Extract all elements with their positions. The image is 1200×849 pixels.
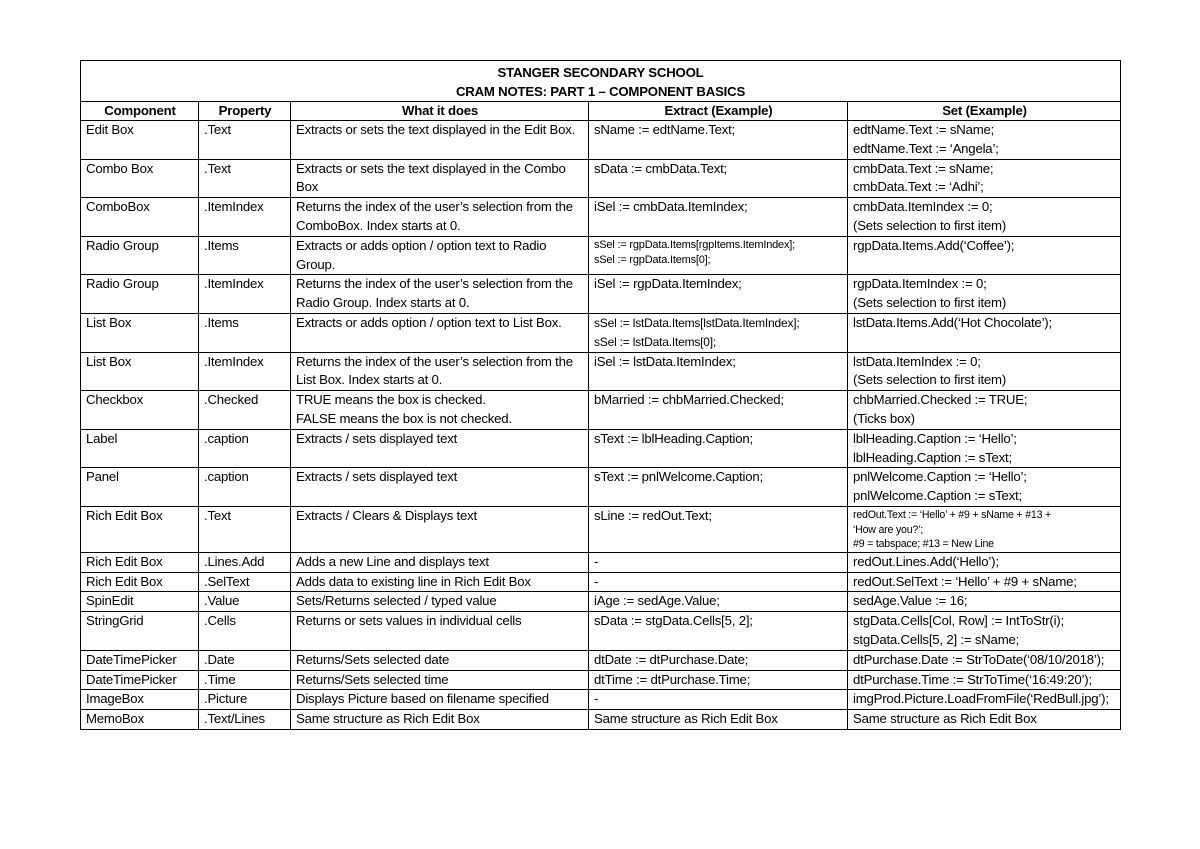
table-row xyxy=(81,429,1121,468)
set-code-line: redOut.Lines.Add(‘Hello’); xyxy=(853,553,999,569)
set-example-cell xyxy=(848,352,1121,391)
component-cell: List Box xyxy=(81,352,199,391)
extract-code-line: - xyxy=(594,573,599,589)
property-cell: .caption xyxy=(199,429,291,468)
what-it-does-cell: Extracts / sets displayed text xyxy=(291,429,589,468)
extract-code-line: sData := stgData.Cells[5, 2]; xyxy=(594,613,753,629)
set-code-line: imgProd.Picture.LoadFromFile(‘RedBull.jpg’); xyxy=(853,691,1109,707)
set-example-cell xyxy=(848,121,1121,160)
property-cell: .ItemIndex xyxy=(199,275,291,314)
header-what-it-does: What it does xyxy=(291,102,589,121)
extract-code-line: iSel := cmbData.ItemIndex; xyxy=(594,199,748,215)
set-code-line: stgData.Cells[5, 2] := sName; xyxy=(853,631,1020,647)
property-cell: .Text xyxy=(199,121,291,160)
what-it-does-cell: Adds data to existing line in Rich Edit Box xyxy=(291,572,589,592)
set-code-line: lblHeading.Caption := ‘Hello’; xyxy=(853,430,1017,446)
table-row xyxy=(81,275,1121,314)
component-cell: DateTimePicker xyxy=(81,670,199,690)
what-it-does-cell: Displays Picture based on filename specified xyxy=(291,690,589,710)
property-cell: .Cells xyxy=(199,612,291,651)
table-row xyxy=(81,670,1121,690)
property-cell: .Text xyxy=(199,506,291,552)
set-example-cell xyxy=(848,650,1121,670)
property-cell: .Value xyxy=(199,592,291,612)
header-extract: Extract (Example) xyxy=(589,102,848,121)
component-cell: List Box xyxy=(81,313,199,352)
component-cell: Edit Box xyxy=(81,121,199,160)
set-example-cell xyxy=(848,429,1121,468)
what-it-does-cell: Extracts or sets the text displayed in the Combo Box xyxy=(291,159,589,198)
school-name: STANGER SECONDARY SCHOOL xyxy=(497,65,704,80)
property-cell: .ItemIndex xyxy=(199,352,291,391)
extract-example-cell xyxy=(589,429,848,468)
extract-code-line: dtDate := dtPurchase.Date; xyxy=(594,651,749,667)
what-it-does-cell: Extracts or adds option / option text to Radio Group. xyxy=(291,236,589,275)
header-set: Set (Example) xyxy=(848,102,1121,121)
extract-example-cell xyxy=(589,612,848,651)
component-cell: SpinEdit xyxy=(81,592,199,612)
extract-code-line: sSel := lstData.Items[lstData.ItemIndex]; xyxy=(594,315,800,330)
extract-example-cell xyxy=(589,236,848,275)
set-code-line: (Ticks box) xyxy=(853,410,915,426)
set-code-line: lstData.ItemIndex := 0; xyxy=(853,353,981,369)
extract-example-cell xyxy=(589,313,848,352)
title-row xyxy=(81,61,1121,102)
what-it-does-cell: Returns the index of the user’s selection from the List Box. Index starts at 0. xyxy=(291,352,589,391)
extract-example-cell xyxy=(589,159,848,198)
extract-code-line: sSel := rgpData.Items[rgpItems.ItemIndex]; xyxy=(594,238,795,251)
extract-code-line: - xyxy=(594,553,599,569)
what-it-does-cell: Returns the index of the user’s selection from the ComboBox. Index starts at 0. xyxy=(291,198,589,237)
extract-code-line: sSel := lstData.Items[0]; xyxy=(594,334,717,349)
set-code-line: cmbData.Text := ‘Adhi’; xyxy=(853,179,984,195)
property-cell: .ItemIndex xyxy=(199,198,291,237)
set-code-line: chbMarried.Checked := TRUE; xyxy=(853,392,1028,408)
extract-example-cell xyxy=(589,506,848,552)
set-example-cell xyxy=(848,313,1121,352)
set-code-line: (Sets selection to first item) xyxy=(853,295,1007,311)
set-code-line: Same structure as Rich Edit Box xyxy=(853,711,1037,727)
table-row xyxy=(81,650,1121,670)
set-example-cell xyxy=(848,552,1121,572)
component-cell: Radio Group xyxy=(81,275,199,314)
extract-example-cell xyxy=(589,468,848,507)
what-it-does-line: TRUE means the box is checked. xyxy=(296,392,486,408)
extract-example-cell xyxy=(589,690,848,710)
property-cell: .Lines.Add xyxy=(199,552,291,572)
set-code-line: rgpData.Items.Add(‘Coffee’); xyxy=(853,237,1015,253)
extract-code-line: iAge := sedAge.Value; xyxy=(594,593,720,609)
table-row xyxy=(81,313,1121,352)
extract-example-cell xyxy=(589,121,848,160)
table-row xyxy=(81,690,1121,710)
extract-code-line: sData := cmbData.Text; xyxy=(594,160,728,176)
set-example-cell xyxy=(848,670,1121,690)
header-property: Property xyxy=(199,102,291,121)
property-cell: .Picture xyxy=(199,690,291,710)
set-code-line: lstData.Items.Add(‘Hot Chocolate’); xyxy=(853,314,1052,330)
property-cell: .Items xyxy=(199,236,291,275)
set-code-line: dtPurchase.Date := StrToDate(‘08/10/2018’); xyxy=(853,651,1105,667)
extract-example-cell xyxy=(589,710,848,730)
component-cell: Label xyxy=(81,429,199,468)
set-example-cell xyxy=(848,391,1121,430)
extract-example-cell xyxy=(589,650,848,670)
table-row xyxy=(81,198,1121,237)
cram-notes-sheet xyxy=(80,60,1120,730)
property-cell: .caption xyxy=(199,468,291,507)
extract-code-line: bMarried := chbMarried.Checked; xyxy=(594,392,784,408)
set-example-cell xyxy=(848,572,1121,592)
property-cell: .SelText xyxy=(199,572,291,592)
header-row xyxy=(81,102,1121,121)
table-row xyxy=(81,352,1121,391)
set-code-line: pnlWelcome.Caption := sText; xyxy=(853,488,1022,504)
set-code-line: edtName.Text := sName; xyxy=(853,122,995,137)
set-code-line: redOut.SelText := ‘Hello’ + #9 + sName; xyxy=(853,573,1077,589)
set-example-cell xyxy=(848,506,1121,552)
extract-code-line: sText := pnlWelcome.Caption; xyxy=(594,469,763,485)
set-code-line: dtPurchase.Time := StrToTime(‘16:49:20’); xyxy=(853,671,1092,687)
set-code-line: cmbData.ItemIndex := 0; xyxy=(853,199,993,215)
extract-code-line: Same structure as Rich Edit Box xyxy=(594,711,778,727)
component-cell: StringGrid xyxy=(81,612,199,651)
set-code-line: stgData.Cells[Col, Row] := IntToStr(i); xyxy=(853,613,1064,629)
property-cell: .Date xyxy=(199,650,291,670)
set-code-line: cmbData.Text := sName; xyxy=(853,160,994,176)
extract-example-cell xyxy=(589,391,848,430)
what-it-does-cell: Returns/Sets selected date xyxy=(291,650,589,670)
table-row xyxy=(81,592,1121,612)
extract-example-cell xyxy=(589,552,848,572)
set-code-line: edtName.Text := ‘Angela’; xyxy=(853,140,999,156)
what-it-does-cell: Extracts / sets displayed text xyxy=(291,468,589,507)
set-code-line: #9 = tabspace; #13 = New Line xyxy=(853,538,994,551)
set-code-line: redOut.Text := ‘Hello’ + #9 + sName + #13 + xyxy=(853,508,1051,521)
component-cell: DateTimePicker xyxy=(81,650,199,670)
what-it-does-cell: Returns/Sets selected time xyxy=(291,670,589,690)
table-row xyxy=(81,121,1121,160)
set-code-line: lblHeading.Caption := sText; xyxy=(853,449,1012,465)
property-cell: .Time xyxy=(199,670,291,690)
component-cell: ComboBox xyxy=(81,198,199,237)
set-example-cell xyxy=(848,198,1121,237)
table-row xyxy=(81,552,1121,572)
what-it-does-cell: Returns or sets values in individual cells xyxy=(291,612,589,651)
table-row xyxy=(81,710,1121,730)
table-row xyxy=(81,159,1121,198)
component-cell: Rich Edit Box xyxy=(81,572,199,592)
header-component: Component xyxy=(81,102,199,121)
what-it-does-cell: Same structure as Rich Edit Box xyxy=(291,710,589,730)
document-title xyxy=(81,61,1121,102)
component-cell: Rich Edit Box xyxy=(81,552,199,572)
set-example-cell xyxy=(848,612,1121,651)
component-cell: Radio Group xyxy=(81,236,199,275)
set-example-cell xyxy=(848,690,1121,710)
extract-code-line: iSel := lstData.ItemIndex; xyxy=(594,353,736,369)
table-row xyxy=(81,391,1121,430)
set-example-cell xyxy=(848,468,1121,507)
property-cell: .Checked xyxy=(199,391,291,430)
extract-code-line: - xyxy=(594,691,599,707)
extract-example-cell xyxy=(589,198,848,237)
table-row xyxy=(81,612,1121,651)
component-cell: Panel xyxy=(81,468,199,507)
what-it-does-cell: Sets/Returns selected / typed value xyxy=(291,592,589,612)
extract-example-cell xyxy=(589,275,848,314)
table-row xyxy=(81,572,1121,592)
what-it-does-cell: Extracts / Clears & Displays text xyxy=(291,506,589,552)
set-code-line: (Sets selection to first item) xyxy=(853,372,1007,388)
table-row xyxy=(81,468,1121,507)
extract-example-cell xyxy=(589,592,848,612)
component-cell: Rich Edit Box xyxy=(81,506,199,552)
set-example-cell xyxy=(848,159,1121,198)
set-example-cell xyxy=(848,592,1121,612)
extract-example-cell xyxy=(589,572,848,592)
component-cell: Checkbox xyxy=(81,391,199,430)
set-example-cell xyxy=(848,710,1121,730)
table-row xyxy=(81,506,1121,552)
extract-code-line: sLine := redOut.Text; xyxy=(594,507,712,523)
extract-example-cell xyxy=(589,670,848,690)
notes-subtitle: CRAM NOTES: PART 1 – COMPONENT BASICS xyxy=(455,84,746,99)
what-it-does-cell: Extracts or adds option / option text to List Box. xyxy=(291,313,589,352)
set-example-cell xyxy=(848,275,1121,314)
what-it-does-cell: Adds a new Line and displays text xyxy=(291,552,589,572)
component-cell: ImageBox xyxy=(81,690,199,710)
table-row xyxy=(81,236,1121,275)
component-cell: MemoBox xyxy=(81,710,199,730)
what-it-does-line: FALSE means the box is not checked. xyxy=(296,410,512,426)
extract-code-line: sName := edtName.Text; xyxy=(594,122,736,137)
extract-code-line: iSel := rgpData.ItemIndex; xyxy=(594,276,742,292)
what-it-does-cell: Returns the index of the user’s selection from the Radio Group. Index starts at 0. xyxy=(291,275,589,314)
set-example-cell xyxy=(848,236,1121,275)
extract-code-line: dtTime := dtPurchase.Time; xyxy=(594,671,751,687)
property-cell: .Text/Lines xyxy=(199,710,291,730)
set-code-line: (Sets selection to first item) xyxy=(853,217,1007,233)
set-code-line: pnlWelcome.Caption := ‘Hello’; xyxy=(853,469,1027,485)
extract-example-cell xyxy=(589,352,848,391)
what-it-does-cell xyxy=(291,391,589,430)
extract-code-line: sSel := rgpData.Items[0]; xyxy=(594,253,711,266)
property-cell: .Text xyxy=(199,159,291,198)
component-cell: Combo Box xyxy=(81,159,199,198)
what-it-does-cell: Extracts or sets the text displayed in the Edit Box. xyxy=(291,121,589,160)
extract-code-line: sText := lblHeading.Caption; xyxy=(594,430,753,446)
component-table xyxy=(80,60,1121,730)
set-code-line: ‘How are you?’; xyxy=(853,523,924,536)
set-code-line: rgpData.ItemIndex := 0; xyxy=(853,276,987,292)
property-cell: .Items xyxy=(199,313,291,352)
set-code-line: sedAge.Value := 16; xyxy=(853,593,968,609)
